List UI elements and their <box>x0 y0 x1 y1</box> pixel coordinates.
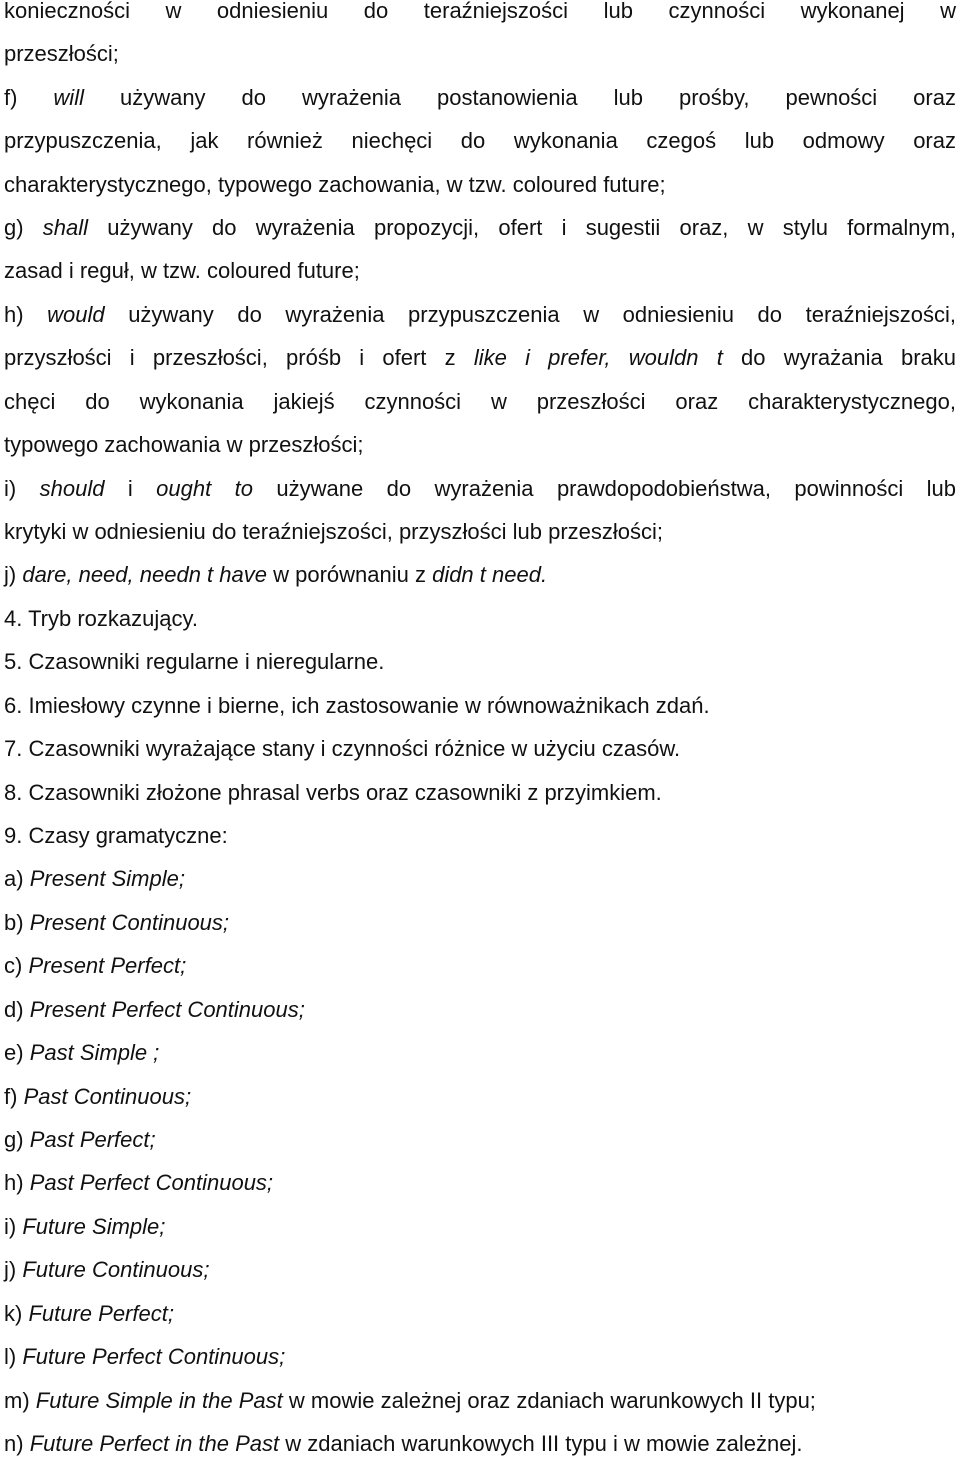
text-line: a) Present Simple; <box>4 866 185 891</box>
text-line: j) dare, need, needn t have w porównaniu z didn t need. <box>4 562 548 587</box>
text-line: g) Past Perfect; <box>4 1127 156 1152</box>
text-line: 4. Tryb rozkazujący. <box>4 606 198 631</box>
text-line: charakterystycznego, typowego zachowania, w tzw. coloured future; <box>4 172 666 197</box>
text-line: 9. Czasy gramatyczne: <box>4 823 228 848</box>
text-line: chęci do wykonania jakiejś czynności w przeszłości oraz charakterystycznego, <box>4 389 956 414</box>
text-line: i) should i ought to używane do wyrażenia prawdopodobieństwa, powinności lub <box>4 476 956 501</box>
text-line: c) Present Perfect; <box>4 953 187 978</box>
text-line: konieczności w odniesieniu do teraźniejszości lub czynności wykonanej w <box>4 0 956 23</box>
text-line: g) shall używany do wyrażenia propozycji, ofert i sugestii oraz, w stylu formalnym, <box>4 215 956 240</box>
text-line: f) will używany do wyrażenia postanowienia lub prośby, pewności oraz <box>4 85 956 110</box>
text-line: zasad i reguł, w tzw. coloured future; <box>4 258 360 283</box>
text-line: k) Future Perfect; <box>4 1301 174 1326</box>
text-line: przeszłości; <box>4 41 119 66</box>
text-line: j) Future Continuous; <box>4 1257 210 1282</box>
text-line: przyszłości i przeszłości, próśb i ofert z like i prefer, wouldn t do wyrażania braku <box>4 345 957 370</box>
text-line: i) Future Simple; <box>4 1214 166 1239</box>
text-line: b) Present Continuous; <box>4 910 230 935</box>
text-line: przypuszczenia, jak również niechęci do wykonania czegoś lub odmowy oraz <box>4 128 956 153</box>
text-line: f) Past Continuous; <box>4 1084 192 1109</box>
text-line: 6. Imiesłowy czynne i bierne, ich zastosowanie w równoważnikach zdań. <box>4 693 710 718</box>
text-line: d) Present Perfect Continuous; <box>4 997 305 1022</box>
text-line: l) Future Perfect Continuous; <box>4 1344 286 1369</box>
text-line: n) Future Perfect in the Past w zdaniach warunkowych III typu i w mowie zależnej. <box>4 1431 803 1456</box>
text-line: h) Past Perfect Continuous; <box>4 1170 274 1195</box>
text-line: 8. Czasowniki złożone phrasal verbs oraz czasowniki z przyimkiem. <box>4 780 662 805</box>
text-line: m) Future Simple in the Past w mowie zależnej oraz zdaniach warunkowych II typu; <box>4 1388 816 1413</box>
text-line: krytyki w odniesieniu do teraźniejszości, przyszłości lub przeszłości; <box>4 519 664 544</box>
text-line: 7. Czasowniki wyrażające stany i czynności różnice w użyciu czasów. <box>4 736 681 761</box>
text-line: 5. Czasowniki regularne i nieregularne. <box>4 649 385 674</box>
text-line: h) would używany do wyrażenia przypuszczenia w odniesieniu do teraźniejszości, <box>4 302 956 327</box>
text-line: e) Past Simple ; <box>4 1040 160 1065</box>
text-line: typowego zachowania w przeszłości; <box>4 432 364 457</box>
